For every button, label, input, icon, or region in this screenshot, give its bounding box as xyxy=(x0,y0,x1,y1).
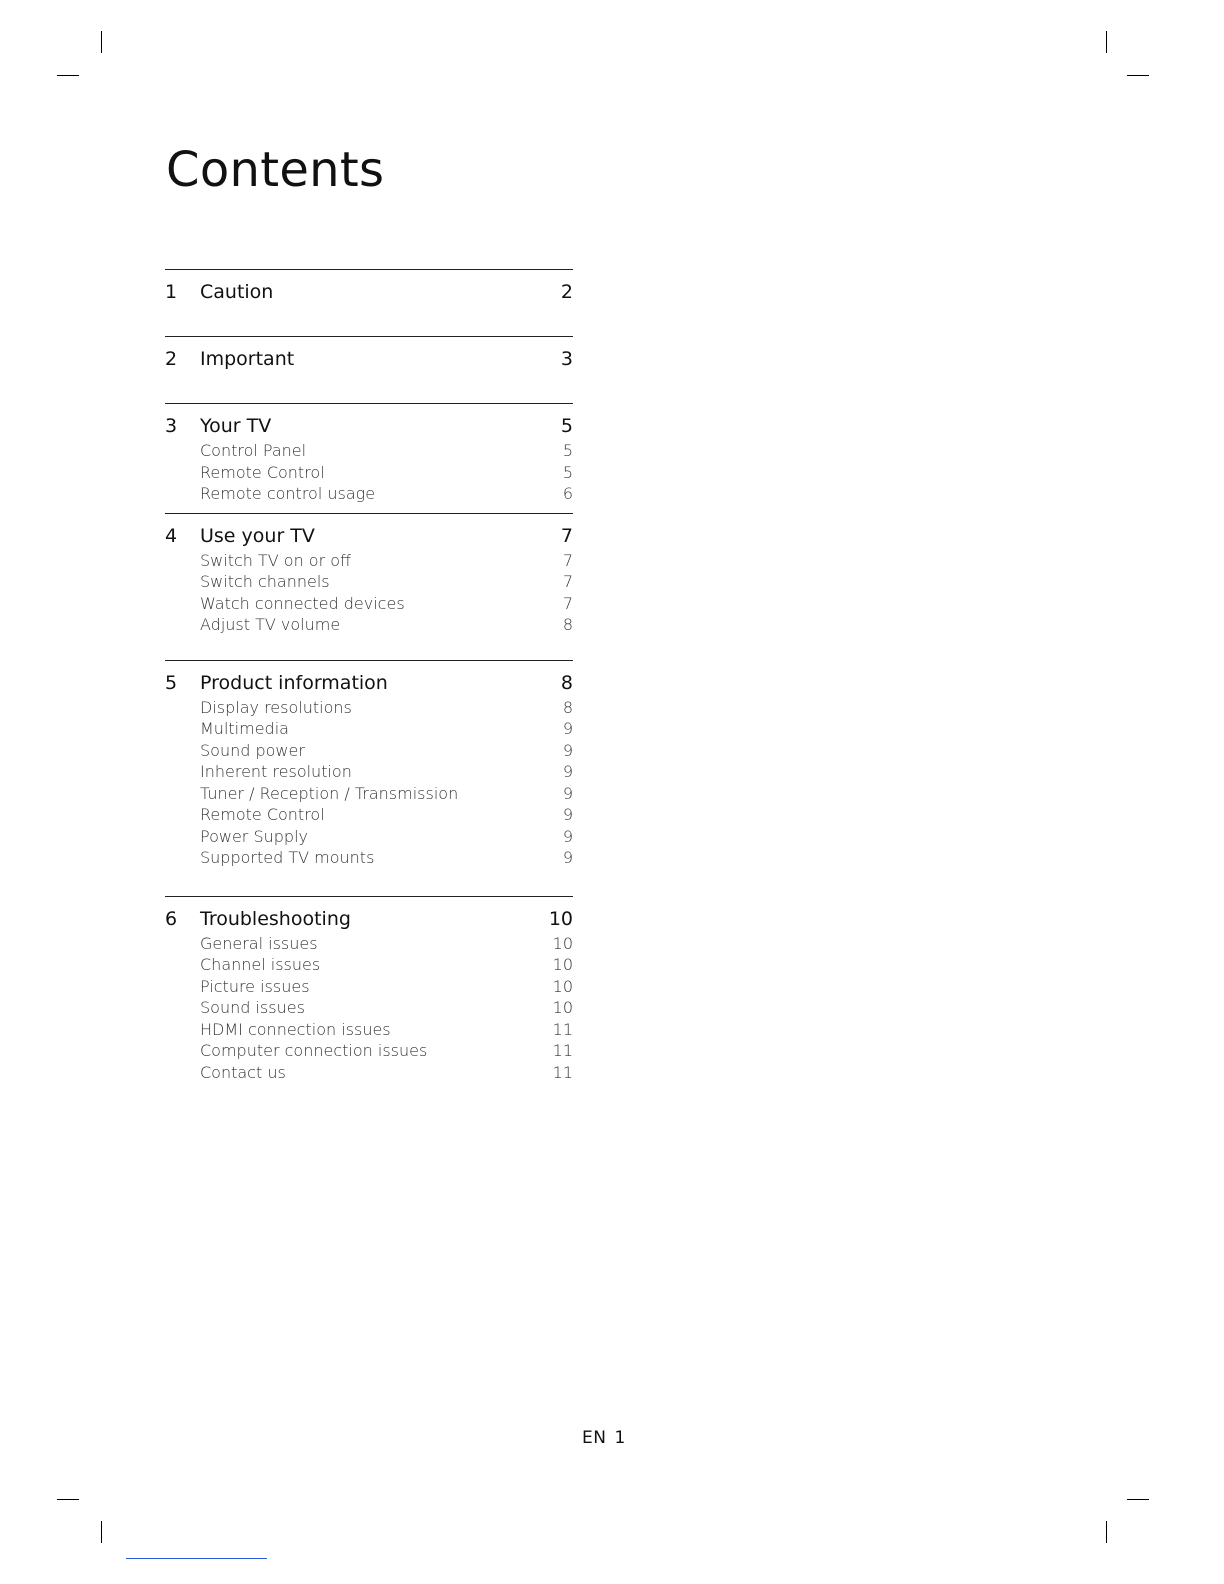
subitem-page-number: 7 xyxy=(562,593,573,613)
crop-mark xyxy=(57,75,79,76)
subitem-page-number: 11 xyxy=(552,1062,573,1082)
section-number: 5 xyxy=(165,671,178,694)
subitem-page-number: 9 xyxy=(562,719,573,738)
subitem-page-number: 8 xyxy=(562,615,573,634)
subitem-page-number: 8 xyxy=(562,697,573,717)
subitem-page-number: 7 xyxy=(562,550,573,570)
subitem-page-number: 6 xyxy=(562,484,573,503)
toc-subitem[interactable] xyxy=(165,997,573,1019)
crop-mark xyxy=(101,31,102,53)
page-title: Contents xyxy=(166,142,385,198)
toc-subitem-list xyxy=(165,550,573,636)
section-number: 6 xyxy=(165,907,178,930)
subitem-title: Remote Control xyxy=(200,462,325,482)
subitem-title: General issues xyxy=(200,933,318,953)
section-page-number: 8 xyxy=(560,671,573,694)
section-title: Your TV xyxy=(200,415,272,437)
section-page-number: 10 xyxy=(548,907,573,930)
subitem-page-number: 7 xyxy=(562,572,573,591)
toc-subitem[interactable] xyxy=(165,804,573,826)
subitem-title: Contact us xyxy=(200,1062,286,1082)
toc-subitem[interactable] xyxy=(165,718,573,740)
subitem-page-number: 10 xyxy=(552,998,573,1017)
subitem-page-number: 10 xyxy=(552,976,573,996)
toc-subitem[interactable] xyxy=(165,1040,573,1062)
toc-section xyxy=(165,513,573,660)
subitem-page-number: 9 xyxy=(562,826,573,846)
subitem-page-number: 9 xyxy=(562,783,573,803)
crop-mark xyxy=(1127,75,1149,76)
toc-subitem[interactable] xyxy=(165,483,573,505)
subitem-title: Multimedia xyxy=(200,719,289,738)
subitem-title: Inherent resolution xyxy=(200,762,352,781)
subitem-title: Picture issues xyxy=(200,976,310,996)
crop-mark xyxy=(1106,1521,1107,1543)
toc-subitem[interactable] xyxy=(165,976,573,998)
subitem-title: Remote control usage xyxy=(200,484,376,503)
subitem-title: Remote Control xyxy=(200,805,325,824)
toc-section-heading[interactable] xyxy=(165,522,573,550)
subitem-title: Switch TV on or off xyxy=(200,550,352,570)
subitem-title: Adjust TV volume xyxy=(200,615,341,634)
section-page-number: 7 xyxy=(560,524,573,547)
toc-section xyxy=(165,403,573,513)
toc-subitem[interactable] xyxy=(165,1019,573,1041)
subitem-page-number: 9 xyxy=(562,740,573,760)
section-title: Use your TV xyxy=(200,524,315,547)
section-number: 4 xyxy=(165,524,178,547)
subitem-title: Display resolutions xyxy=(200,697,352,717)
toc-section-heading[interactable] xyxy=(165,345,573,373)
subitem-title: Power Supply xyxy=(200,826,308,846)
toc-subitem-list xyxy=(165,440,573,505)
toc-subitem[interactable] xyxy=(165,462,573,484)
subitem-title: Computer connection issues xyxy=(200,1041,428,1060)
toc-subitem[interactable] xyxy=(165,550,573,572)
toc-subitem[interactable] xyxy=(165,933,573,955)
subitem-page-number: 5 xyxy=(562,462,573,482)
footer-language: EN xyxy=(582,1428,607,1448)
section-number: 3 xyxy=(165,415,178,437)
subitem-title: Tuner / Reception / Transmission xyxy=(200,783,459,803)
subitem-page-number: 9 xyxy=(562,762,573,781)
subitem-page-number: 9 xyxy=(562,848,573,867)
toc-subitem[interactable] xyxy=(165,783,573,805)
toc-subitem[interactable] xyxy=(165,847,573,869)
toc-subitem[interactable] xyxy=(165,697,573,719)
toc-subitem[interactable] xyxy=(165,761,573,783)
toc-subitem-list xyxy=(165,697,573,869)
toc-section xyxy=(165,336,573,403)
toc-subitem[interactable] xyxy=(165,740,573,762)
subitem-page-number: 11 xyxy=(552,1019,573,1039)
section-page-number: 3 xyxy=(560,348,573,370)
page-footer xyxy=(582,1428,634,1448)
toc-section xyxy=(165,269,573,336)
section-page-number: 2 xyxy=(560,281,573,303)
toc-subitem-list xyxy=(165,933,573,1084)
toc-section-heading[interactable] xyxy=(165,669,573,697)
section-title: Troubleshooting xyxy=(200,907,351,930)
toc-subitem[interactable] xyxy=(165,614,573,636)
toc-subitem[interactable] xyxy=(165,593,573,615)
section-number: 1 xyxy=(165,281,178,303)
subitem-title: Supported TV mounts xyxy=(200,848,375,867)
subitem-title: Sound power xyxy=(200,740,305,760)
subitem-title: HDMI connection issues xyxy=(200,1019,391,1039)
subitem-page-number: 10 xyxy=(552,955,573,974)
subitem-title: Switch channels xyxy=(200,572,330,591)
subitem-page-number: 10 xyxy=(552,933,573,953)
toc-subitem[interactable] xyxy=(165,571,573,593)
section-number: 2 xyxy=(165,348,178,370)
section-title: Important xyxy=(200,348,295,370)
subitem-page-number: 9 xyxy=(562,805,573,824)
toc-section-heading[interactable] xyxy=(165,278,573,306)
toc-section xyxy=(165,896,573,1084)
toc-section-heading[interactable] xyxy=(165,412,573,440)
toc-subitem[interactable] xyxy=(165,954,573,976)
toc-subitem[interactable] xyxy=(165,440,573,462)
bottom-link-underline xyxy=(126,1558,267,1559)
section-title: Product information xyxy=(200,671,388,694)
section-page-number: 5 xyxy=(560,415,573,437)
crop-mark xyxy=(101,1521,102,1543)
crop-mark xyxy=(1127,1499,1149,1500)
crop-mark xyxy=(1106,31,1107,53)
footer-page-number: 1 xyxy=(614,1428,626,1448)
subitem-page-number: 5 xyxy=(562,441,573,460)
section-title: Caution xyxy=(200,281,274,303)
toc-section xyxy=(165,660,573,896)
table-of-contents xyxy=(165,269,573,1083)
crop-mark xyxy=(57,1499,79,1500)
toc-subitem[interactable] xyxy=(165,826,573,848)
subitem-page-number: 11 xyxy=(552,1041,573,1060)
subitem-title: Sound issues xyxy=(200,998,305,1017)
subitem-title: Control Panel xyxy=(200,441,307,460)
subitem-title: Channel issues xyxy=(200,955,321,974)
subitem-title: Watch connected devices xyxy=(200,593,405,613)
toc-section-heading[interactable] xyxy=(165,905,573,933)
toc-subitem[interactable] xyxy=(165,1062,573,1084)
